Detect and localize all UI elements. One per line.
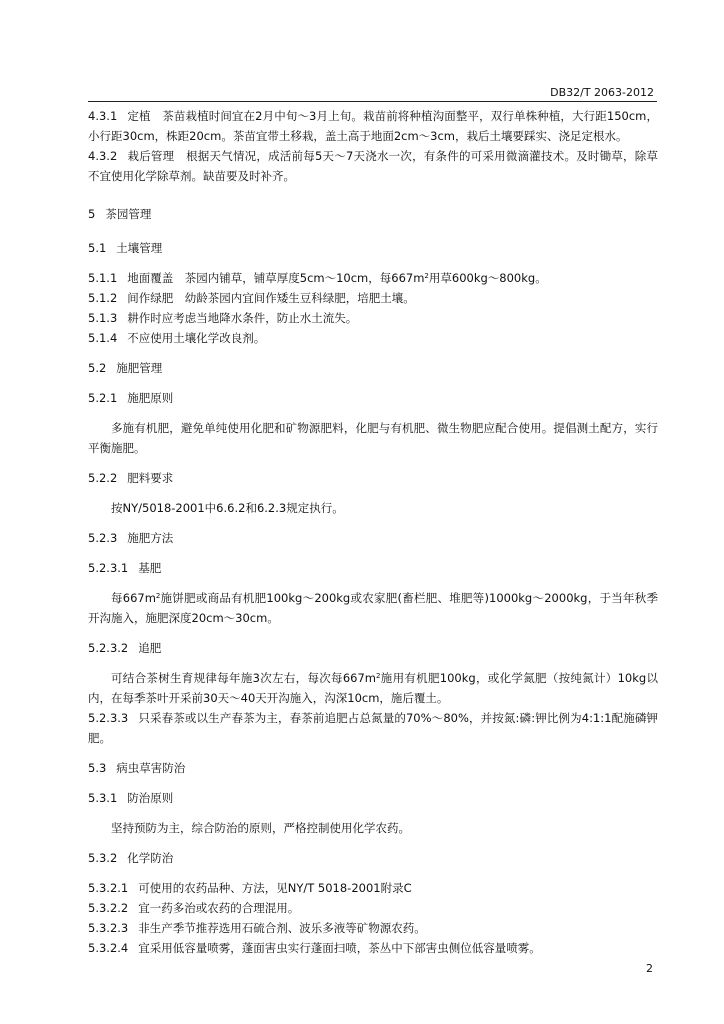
header-rule [88, 101, 657, 102]
clause-5-3-2-4: 5.3.2.4 宜采用低容量喷雾，蓬面害虫实行蓬面扫喷，茶丛中下部害虫侧位低容量喷雾。 [88, 941, 541, 955]
document-code: DB32/T 2063-2012 [550, 86, 654, 99]
clause-5-2-1-heading: 5.2.1 施肥原则 [88, 391, 174, 405]
clause-5-1-3: 5.1.3 耕作时应考虑当地降水条件，防止水土流失。 [88, 311, 358, 325]
clause-5-3-2-heading: 5.3.2 化学防治 [88, 851, 174, 865]
clause-5-3-1-text: 坚持预防为主，综合防治的原则，严格控制使用化学农药。 [111, 821, 410, 835]
clause-5-1-1: 5.1.1 地面覆盖 茶园内铺草，铺草厚度5cm～10cm，每$667m^2$用草600kg～800kg。 [88, 271, 547, 285]
section-5-1-heading: 5.1 土壤管理 [88, 241, 163, 255]
clause-5-2-3-2-text: 可结合茶树生育规律每年施3次左右，每次每$667m^2$施用有机肥100kg，或化学氮肥（按纯氮计）10kg以内，在每季茶叶开采前30天～40天开沟施入，沟深10cm，施后覆土。 [88, 671, 659, 705]
page-number: 2 [646, 962, 653, 975]
clause-4-3-2: 4.3.2 栽后管理 根据天气情况，成活前每5天～7天浇水一次，有条件的可采用微滴灌技术。及时锄草，除草不宜使用化学除草剂。缺苗要及时补齐。 [88, 149, 658, 183]
clause-5-3-2-2: 5.3.2.2 宜一药多治或农药的合理混用。 [88, 901, 300, 915]
clause-4-3-1: 4.3.1 定植 茶苗栽植时间宜在2月中旬～3月上旬。栽苗前将种植沟面整平，双行单株种植，大行距150cm，小行距30cm，株距20cm。茶苗宜带土移栽，盖土高于地面2cm～3cm，栽后土壤要踩实、浇足定根水。 [88, 109, 658, 143]
clause-5-2-3-1-text: 每$667m^2$施饼肥或商品有机肥100kg～200kg或农家肥(畜栏肥、堆肥等)1000kg～2000kg，于当年秋季开沟施入，施肥深度20cm～30cm。 [88, 591, 658, 625]
clause-5-3-2-3: 5.3.2.3 非生产季节推荐选用石硫合剂、波乐多液等矿物源农药。 [88, 921, 426, 935]
clause-5-2-3-1-heading: 5.2.3.1 基肥 [88, 561, 162, 575]
section-5-2-heading: 5.2 施肥管理 [88, 361, 163, 375]
clause-5-2-2-text: 按NY/5018-2001中6.6.2和6.2.3规定执行。 [111, 501, 344, 515]
clause-5-3-1-heading: 5.3.1 防治原则 [88, 791, 174, 805]
clause-5-2-3-2-heading: 5.2.3.2 追肥 [88, 641, 162, 655]
clause-5-2-1-text: 多施有机肥，避免单纯使用化肥和矿物源肥料，化肥与有机肥、微生物肥应配合使用。提倡测土配方，实行平衡施肥。 [88, 421, 658, 455]
clause-5-2-2-heading: 5.2.2 肥料要求 [88, 471, 174, 485]
clause-5-3-2-1: 5.3.2.1 可使用的农药品种、方法，见NY/T 5018-2001附录C [88, 881, 412, 895]
section-5-3-heading: 5.3 病虫草害防治 [88, 761, 186, 775]
clause-5-2-3-3: 5.2.3.3 只采春茶或以生产春茶为主，春茶前追肥占总氮量的70%～80%，并按氮:磷:钾比例为4:1:1配施磷钾肥。 [88, 711, 658, 745]
document-body [88, 106, 658, 958]
clause-5-2-3-heading: 5.2.3 施肥方法 [88, 531, 174, 545]
clause-5-1-2: 5.1.2 间作绿肥 幼龄茶园内宜间作矮生豆科绿肥，培肥土壤。 [88, 291, 415, 305]
clause-5-1-4: 5.1.4 不应使用土壤化学改良剂。 [88, 331, 266, 345]
section-5-heading: 5 茶园管理 [88, 207, 152, 221]
